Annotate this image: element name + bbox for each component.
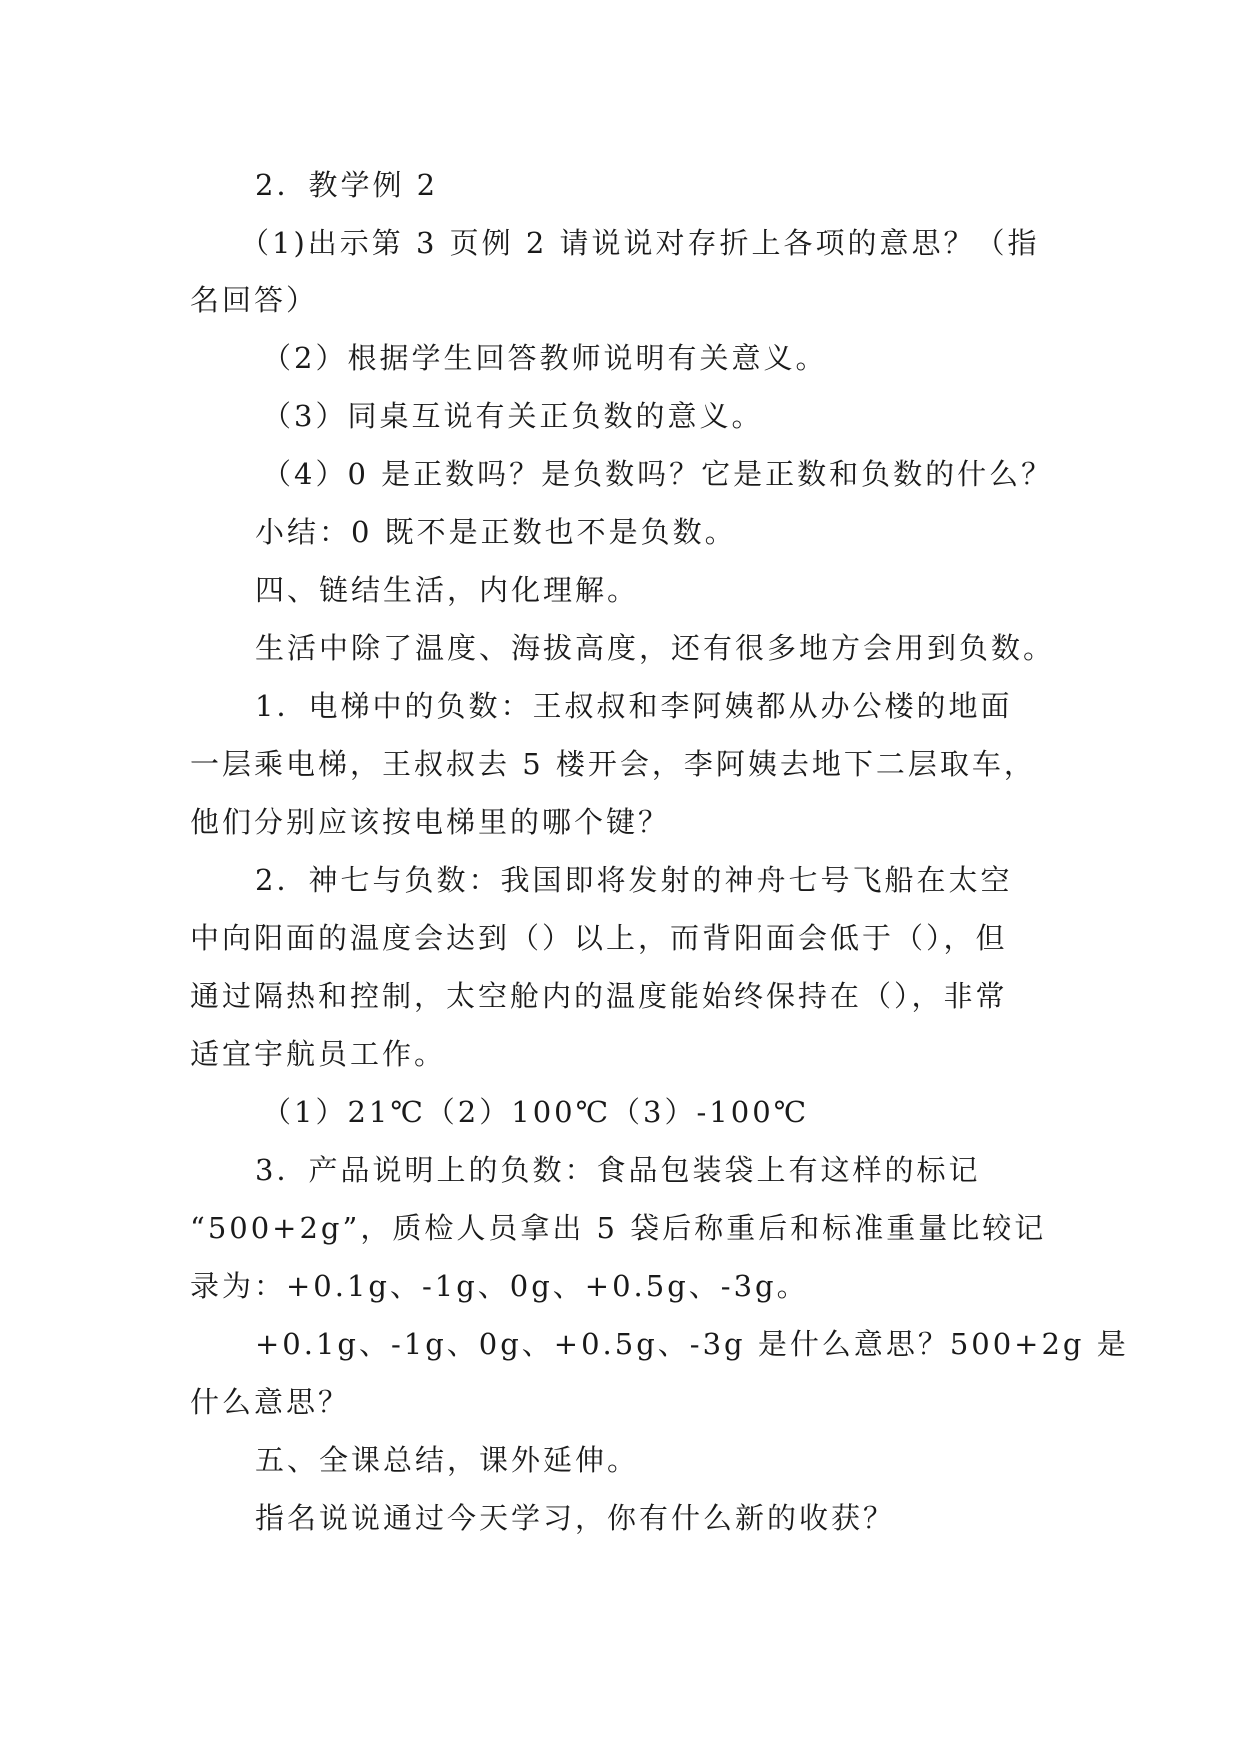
paragraph-line: （1)出示第 3 页例 2 请说说对存折上各项的意思？（指 (240, 226, 1040, 260)
paragraph-line: +0.1g、-1g、0g、+0.5g、-3g 是什么意思？500+2g 是 (255, 1327, 1129, 1361)
summary-line: 小结：0 既不是正数也不是负数。 (255, 515, 737, 549)
section-heading-example-2: 2．教学例 2 (255, 168, 439, 202)
paragraph-line: 他们分别应该按电梯里的哪个键？ (190, 805, 671, 839)
paragraph-line: （4）0 是正数吗？是负数吗？它是正数和负数的什么？ (262, 457, 1054, 491)
paragraph-line: 1．电梯中的负数：王叔叔和李阿姨都从办公楼的地面 (255, 689, 1013, 723)
section-heading: 四、链结生活，内化理解。 (255, 573, 640, 607)
paragraph-line: 指名说说通过今天学习，你有什么新的收获？ (255, 1501, 896, 1535)
paragraph-line: 录为：+0.1g、-1g、0g、+0.5g、-3g。 (190, 1269, 809, 1303)
paragraph-line: （3）同桌互说有关正负数的意义。 (262, 399, 764, 433)
paragraph-line: 2．神七与负数：我国即将发射的神舟七号飞船在太空 (255, 863, 1013, 897)
paragraph-line: 一层乘电梯，王叔叔去 5 楼开会，李阿姨去地下二层取车， (190, 747, 1036, 781)
paragraph-line: 适宜宇航员工作。 (190, 1037, 447, 1071)
answer-options: （1）21℃（2）100℃（3）-100℃ (262, 1095, 810, 1129)
paragraph-line: 通过隔热和控制，太空舱内的温度能始终保持在（），非常 (190, 979, 1008, 1013)
paragraph-line: 什么意思？ (190, 1385, 351, 1419)
paragraph-line: （2）根据学生回答教师说明有关意义。 (262, 341, 828, 375)
paragraph-line: 生活中除了温度、海拔高度，还有很多地方会用到负数。 (255, 631, 1056, 665)
paragraph-line: 名回答） (190, 283, 319, 317)
paragraph-line: “500+2g”，质检人员拿出 5 袋后称重后和标准重量比较记 (190, 1211, 1047, 1245)
paragraph-line: 3．产品说明上的负数：食品包装袋上有这样的标记 (255, 1153, 981, 1187)
paragraph-line: 中向阳面的温度会达到（）以上，而背阳面会低于（），但 (190, 921, 1008, 955)
section-heading: 五、全课总结，课外延伸。 (255, 1443, 640, 1477)
